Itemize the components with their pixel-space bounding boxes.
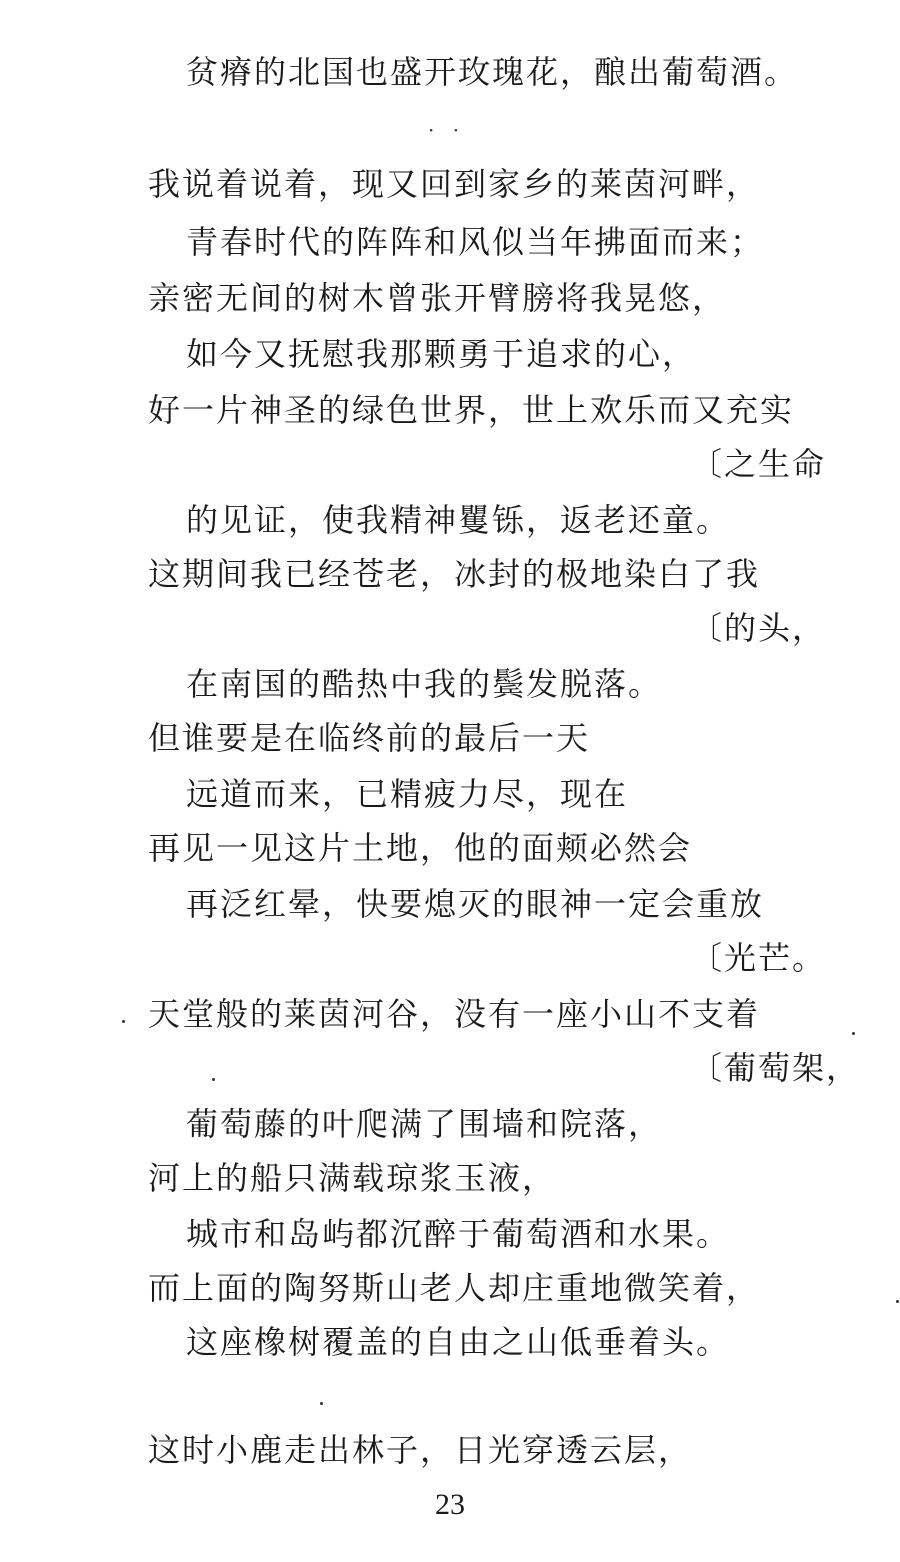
poem-line: 天堂般的莱茵河谷，没有一座小山不支着: [148, 995, 761, 1033]
poem-line: 好一片神圣的绿色世界，世上欢乐而又充实: [148, 391, 795, 429]
poem-line: 远道而来，已精疲力尽，现在: [186, 775, 629, 813]
poem-line: 的见证，使我精神矍铄，返老还童。: [186, 501, 731, 539]
scan-speck: [852, 1032, 855, 1035]
poem-line: 这期间我已经苍老，冰封的极地染白了我: [148, 555, 761, 593]
scan-speck: [320, 1402, 323, 1405]
poem-line: 如今又抚慰我那颗勇于追求的心，: [186, 335, 697, 373]
poem-line-continuation: 〔光芒。: [690, 939, 827, 977]
poem-line: 这座橡树覆盖的自由之山低垂着头。: [186, 1323, 731, 1361]
scan-speck: [896, 1300, 899, 1303]
scan-speck: [122, 1020, 125, 1023]
poem-line: 但谁要是在临终前的最后一天: [148, 719, 591, 757]
poem-line: 再泛红晕，快要熄灭的眼神一定会重放: [186, 885, 765, 923]
poem-line: 亲密无间的树木曾张开臂膀将我晃悠，: [148, 279, 727, 317]
poem-line: 贫瘠的北国也盛开玫瑰花，酿出葡萄酒。: [186, 53, 799, 91]
poem-line-continuation: 〔葡萄架，: [690, 1049, 861, 1087]
page-number: 23: [435, 1488, 465, 1521]
poem-line: 城市和岛屿都沉醉于葡萄酒和水果。: [186, 1215, 731, 1253]
scan-speck: [212, 1078, 215, 1081]
poem-line: 而上面的陶努斯山老人却庄重地微笑着，: [148, 1269, 761, 1307]
poem-line: 葡萄藤的叶爬满了围墙和院落，: [186, 1105, 663, 1143]
poem-line: 再见一见这片土地，他的面颊必然会: [148, 829, 693, 867]
section-break-dots: · ·: [428, 118, 466, 142]
poem-line: 青春时代的阵阵和风似当年拂面而来；: [186, 223, 765, 261]
poem-line: 在南国的酷热中我的鬓发脱落。: [186, 665, 663, 703]
poem-line-continuation: 〔之生命: [690, 445, 827, 483]
poem-line-continuation: 〔的头，: [690, 609, 827, 647]
poem-line: 河上的船只满载琼浆玉液，: [148, 1159, 557, 1197]
poem-line: 我说着说着，现又回到家乡的莱茵河畔，: [148, 165, 761, 203]
poem-line: 这时小鹿走出林子，日光穿透云层，: [148, 1431, 693, 1469]
